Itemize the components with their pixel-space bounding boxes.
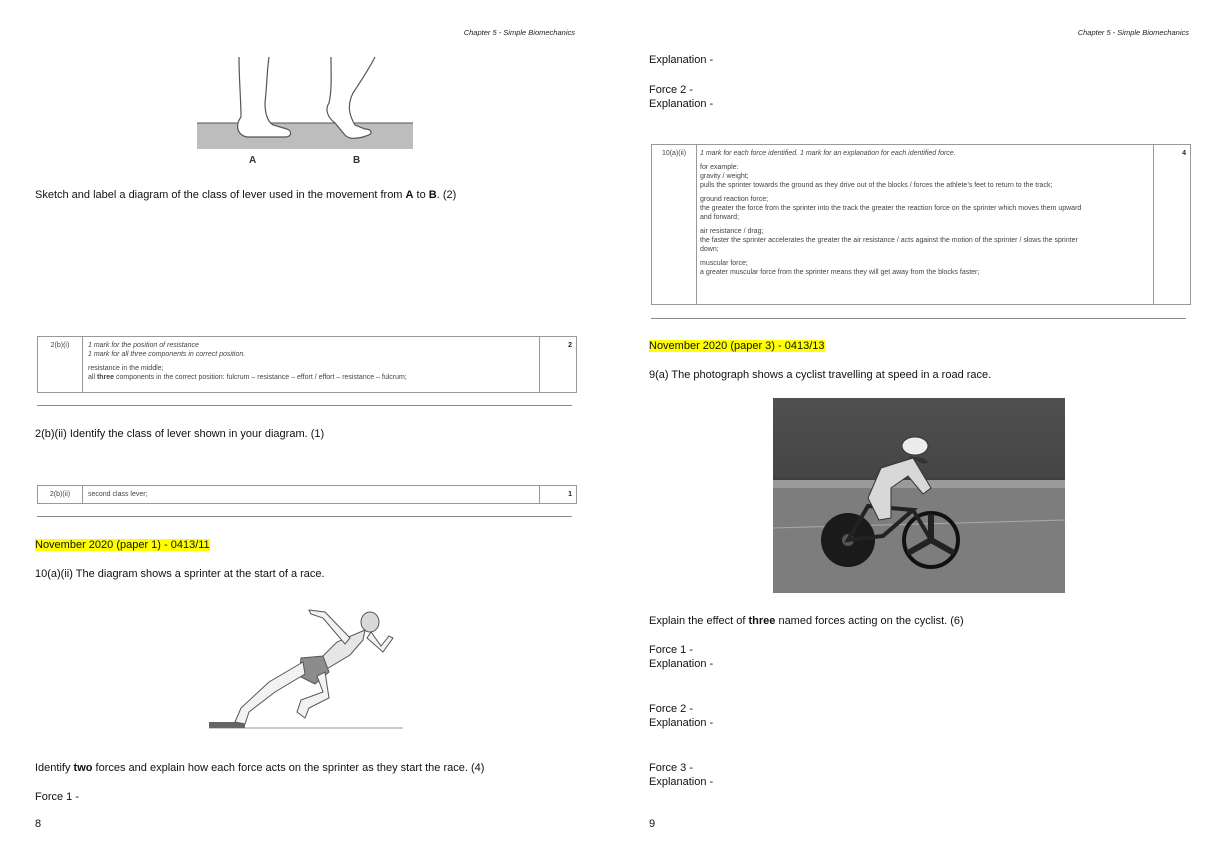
divider <box>37 516 572 517</box>
question-identify: Identify two forces and explain how each force acts on the sprinter as they start the race. (4) <box>35 762 485 774</box>
question-explain: Explain the effect of three named forces acting on the cyclist. (6) <box>649 615 964 627</box>
question-9a: 9(a) The photograph shows a cyclist travelling at speed in a road race. <box>649 369 992 381</box>
explanation-1-label: Explanation - <box>649 658 714 670</box>
question-2bii: 2(b)(ii) Identify the class of lever shown in your diagram. (1) <box>35 428 325 440</box>
page-number: 9 <box>649 818 656 830</box>
divider <box>37 405 572 406</box>
cyclist-photo <box>773 398 1065 593</box>
force-2-label: Force 2 - <box>649 84 694 96</box>
running-head: Chapter 5 - Simple Biomechanics <box>1077 28 1189 37</box>
markscheme-10aii: 10(a)(ii) 1 mark for each force identified. 1 mark for an explanation for each identified force. for example: gravity / weight; pulls the sprinter towards the ground as they drive out of the blocks / forces the athlete’s feet to return to the track; ground reaction force; the greater the force from the sprinter into the track the greater the reaction force on the sprinter which moves them upward and forward; air resistance / drag; the faster the sprinter accelerates the greater the air resistance / acts against the motion of the sprinter / slows the sprinter down; muscular force; a greater muscular force from the sprinter means they will get away from the blocks faster; 4 <box>651 144 1191 305</box>
explanation-2-label: Explanation - <box>649 98 714 110</box>
markscheme-2bii: 2(b)(ii) second class lever; 1 <box>37 485 577 504</box>
explanation-top: Explanation - <box>649 54 714 66</box>
explanation-3-label: Explanation - <box>649 776 714 788</box>
ms-marks: 2 <box>539 337 576 392</box>
section-heading: November 2020 (paper 3) - 0413/13 <box>649 340 825 352</box>
running-head: Chapter 5 - Simple Biomechanics <box>463 28 575 37</box>
left-page <box>0 0 612 863</box>
label-b: B <box>353 155 361 166</box>
markscheme-2bi: 2(b)(i) 1 mark for the position of resistance 1 mark for all three components in correct position. resistance in the middle; all three components in the correct position: fulcrum – resistance – effort / effort – resistance – fulcrum; 2 <box>37 336 577 393</box>
page-number: 8 <box>35 818 42 830</box>
label-a: A <box>249 155 257 166</box>
sprinter-diagram <box>205 600 405 738</box>
question-10aii: 10(a)(ii) The diagram shows a sprinter at the start of a race. <box>35 568 325 580</box>
right-page <box>613 0 1225 863</box>
explanation-2-label: Explanation - <box>649 717 714 729</box>
force-1-label: Force 1 - <box>649 644 694 656</box>
force-1-label: Force 1 - <box>35 791 80 803</box>
force-2-label: Force 2 - <box>649 703 694 715</box>
feet-diagram <box>195 55 417 170</box>
divider <box>651 318 1186 319</box>
force-3-label: Force 3 - <box>649 762 694 774</box>
ms-ref: 2(b)(i) <box>38 337 83 392</box>
section-heading: November 2020 (paper 1) - 0413/11 <box>35 539 210 551</box>
question-sketch: Sketch and label a diagram of the class of lever used in the movement from A to B. (2) <box>35 189 457 201</box>
